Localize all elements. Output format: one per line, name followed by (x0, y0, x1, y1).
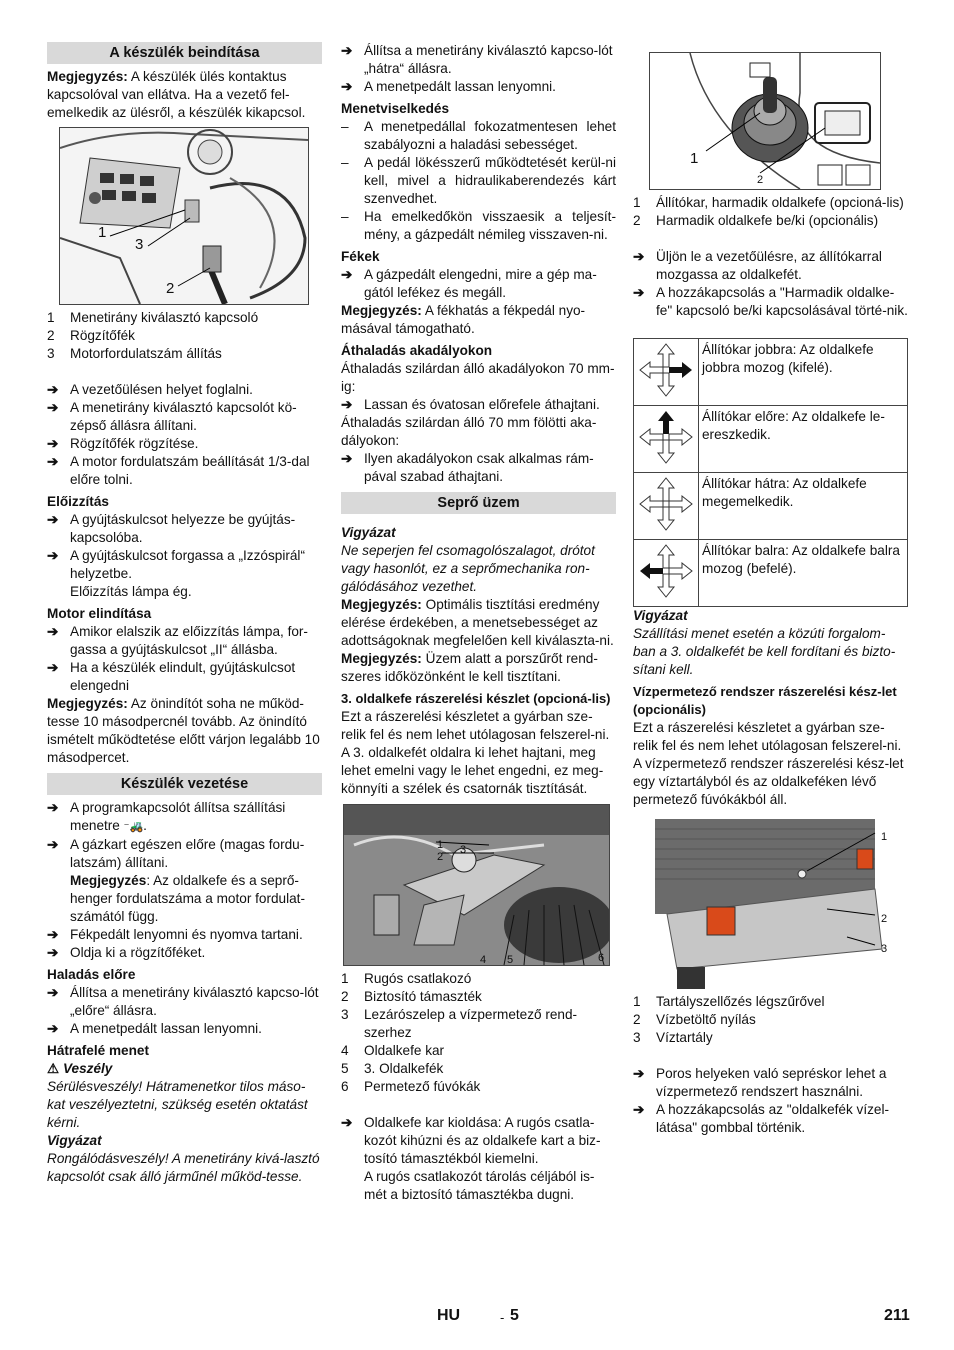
dashboard-figure (59, 127, 309, 305)
column-2 (341, 42, 616, 1204)
step: ➔ Lassan és óvatosan előrefele áthajtani. (341, 396, 616, 414)
water-tank-figure (647, 819, 887, 989)
fig-label-1: 1 (690, 150, 699, 167)
step: ➔ Rögzítőfék rögzítése. (47, 435, 322, 453)
footer-section-page: 5 (510, 1307, 519, 1324)
legend-item: 4 Oldalkefe kar (341, 1043, 445, 1058)
step: ➔ Fékpedált lenyomni és nyomva tartani. (47, 926, 322, 944)
warning-triangle-icon: ⚠ (47, 1061, 60, 1076)
step: ➔ A programkapcsolót állítsa szállítási menetre ⁻🚜. (47, 799, 322, 836)
table-row (634, 406, 908, 473)
legend-item: 3 Víztartály (633, 1030, 713, 1045)
dash-item: – A pedál lökésszerű működtetését kerül-ni kell, mivel a hidraulikaberendezés kárt szenvedhet. (341, 154, 616, 208)
step: ➔ A menetpedált lassan lenyomni. (341, 78, 616, 96)
note-text: A készülék ülés kontaktus kapcsolóval van ellátva. Ha a vezető fel-emelkedik az ülésről, a készülék kikapcsol. (47, 69, 306, 120)
section-heading-driving: Készülék vezetése (47, 773, 322, 795)
subheading-water: Vízpermetező rendszer rászerelési kész-let (opcionális) (633, 684, 897, 717)
legend-item: 2 Harmadik oldalkefe be/ki (opcionális) (633, 213, 879, 228)
fig-label-3: 3 (460, 844, 467, 856)
legend-item: 3 Motorfordulatszám állítás (47, 346, 222, 361)
joystick-direction-table (633, 338, 908, 607)
legend-item: 3 Lezárószelep a vízpermetező rend-szerhez (341, 1007, 578, 1040)
caution-label: Vigyázat (47, 1133, 102, 1148)
dash-item: – A menetpedállal fokozatmentesen lehet szabályozni a haladási sebességet. (341, 118, 616, 154)
legend-item: 1 Állítókar, harmadik oldalkefe (opcioná-lis) (633, 195, 904, 210)
water-paragraph: A vízpermetező rendszer rászerelési kész-let egy víztartályból és az oldalkeféken lévő permetező fúvókákból áll. (633, 756, 904, 807)
legend-item: 5 3. Oldalkefék (341, 1061, 444, 1076)
column-3 (633, 42, 908, 1137)
subheading-forward: Haladás előre (47, 967, 136, 982)
note-speed: Megjegyzés: Optimális tisztítási eredmény elérése érdekében, a menetsebességet az adottságoknak megfelelően kell kiválaszta-ni. (341, 597, 614, 648)
subheading-kit: 3. oldalkefe rászerelési készlet (opcioná-lis) (341, 691, 611, 706)
table-row (634, 339, 908, 406)
step: ➔ Oldalkefe kar kioldása: A rugós csatla-kozót kihúzni és az oldalkefe kart a biz-tosító támasztékból kiemelni. (341, 1114, 616, 1168)
joystick-figure (649, 52, 881, 190)
arrow-left-icon (634, 540, 699, 607)
side-brush-illustration (344, 805, 609, 965)
step: ➔ Üljön le a vezetőülésre, az állítókarral mozgassa az oldalkefét. (633, 248, 908, 284)
step: ➔ A gyújtáskulcsot forgassa a „Izzóspirál“ helyzetbe. (47, 547, 322, 583)
caution-text: Szállítási menet esetén a közúti forgalom-ban a 3. oldalkefét be kell fordítani és bizto-sítani kell. (633, 626, 896, 677)
dashboard-illustration (60, 128, 308, 304)
legend-item: 1 Rugós csatlakozó (341, 971, 472, 986)
footer-dash: - (500, 1310, 505, 1325)
note-filter: Megjegyzés: Üzem alatt a porszűrőt rend-szeres időközönként le kell tisztítani. (341, 651, 598, 684)
obstacle-text: Áthaladás szilárdan álló akadályokon 70 mm-ig: (341, 361, 615, 394)
fig-label-5: 5 (507, 954, 514, 966)
caution-text: Ne seperjen fel csomagolószalagot, drótot vagy hasonlót, ez a seprőmechanika ron-gálódásához vezethet. (341, 543, 595, 594)
legend-item: 1 Menetirány kiválasztó kapcsoló (47, 310, 259, 325)
kit-paragraph: A 3. oldalkefét oldalra ki lehet hajtani, meg lehet emelni vagy le lehet engedni, ez meg-könnyíti a szélek és csatornák tisztítását. (341, 745, 604, 796)
subheading-start: Motor elindítása (47, 606, 152, 621)
subheading-obstacles: Áthaladás akadályokon (341, 343, 493, 358)
footer-page-number: 211 (884, 1307, 910, 1324)
footer-language: HU (437, 1307, 461, 1324)
step: ➔ A hozzákapcsolás az "oldalkefék vízel-látása" gombbal történik. (633, 1101, 908, 1137)
transport-mode-icon: ⁻🚜 (123, 821, 144, 833)
step: ➔ A hozzákapcsolás a "Harmadik oldalke-fe" kapcsoló be/ki kapcsolásával törté-nik. (633, 284, 908, 320)
step: ➔ Ilyen akadályokon csak alkalmas rám-pával szabad áthajtani. (341, 450, 616, 486)
danger-text: Sérülésveszély! Hátramenetkor tilos máso-kat veszélyeztetni, szükség esetén oktatást kérni. (47, 1079, 308, 1130)
fig-label-2: 2 (437, 851, 444, 863)
fig-label-4: 4 (480, 954, 487, 966)
danger-label: ⚠ Veszély (47, 1061, 113, 1076)
water-paragraph: Ezt a rászerelési készletet a gyárban sze-relik fel és nem lehet utólagosan felszerel-ni. (633, 720, 902, 753)
caution-label: Vigyázat (341, 525, 396, 540)
water-tank-illustration (647, 819, 887, 989)
arrow-up-icon (634, 406, 699, 473)
arrow-down-icon (634, 473, 699, 540)
kit-paragraph: Ezt a rászerelési készletet a gyárban sze-relik fel és nem lehet utólagosan felszerel-ni. (341, 709, 610, 742)
legend-item: 2 Rögzítőfék (47, 328, 135, 343)
step: ➔ Állítsa a menetirány kiválasztó kapcso-lót „előre“ állásra. (47, 984, 322, 1020)
joystick-illustration (650, 53, 880, 189)
fig-label-2: 2 (757, 174, 764, 186)
legend-item: 6 Permetező fúvókák (341, 1079, 481, 1094)
table-cell: Állítókar hátra: Az oldalkefe megemelkedik. (699, 473, 908, 540)
side-brush-figure (343, 804, 610, 966)
step-indent: Előizzítás lámpa ég. (70, 584, 192, 599)
table-row (634, 473, 908, 540)
section-heading-sweep: Seprő üzem (341, 492, 616, 514)
step: ➔ A vezetőülésen helyet foglalni. (47, 381, 322, 399)
subheading-brakes: Fékek (341, 249, 380, 264)
note-label: Megjegyzés: (47, 69, 128, 84)
step: ➔ Állítsa a menetirány kiválasztó kapcso-lót „hátra“ állásra. (341, 42, 616, 78)
caution-text: Rongálódásveszély! A menetirány kivá-lasztó kapcsolót csak álló járműnél működ-tesse. (47, 1151, 320, 1184)
note-starter: Megjegyzés: Az önindítót soha ne működ-tesse 10 másodpercnél tovább. Az önindító ismételt működtetése előtt várjon legalább 10 másodpercet. (47, 696, 320, 765)
step: ➔ Poros helyeken való sepréskor lehet a vízpermetező rendszert használni. (633, 1065, 908, 1101)
step-indent: A rugós csatlakozót tárolás céljából is-mét a biztosító támasztékba dugni. (364, 1169, 595, 1202)
step-note: Megjegyzés: Az oldalkefe és a seprő-henger fordulatszáma a motor fordulat-számától függ. (70, 873, 305, 924)
arrow-right-icon (634, 339, 699, 406)
page-footer (0, 1307, 954, 1331)
step: ➔ A menetpedált lassan lenyomni. (47, 1020, 322, 1038)
fig-label-3: 3 (881, 943, 887, 955)
legend-item: 2 Vízbetöltő nyílás (633, 1012, 756, 1027)
fig-label-6: 6 (598, 952, 605, 964)
step: ➔ A gázkart egészen előre (magas fordu-latszám) állítani. (47, 836, 322, 872)
step: ➔ Ha a készülék elindult, gyújtáskulcsot elengedni (47, 659, 322, 695)
obstacle-text: Áthaladás szilárdan álló 70 mm fölötti aka-dályokon: (341, 415, 597, 448)
step: ➔ A gázpedált elengedni, mire a gép ma-gától lefékez és megáll. (341, 266, 616, 302)
legend-item: 2 Biztosító támaszték (341, 989, 482, 1004)
table-cell: Állítókar balra: Az oldalkefe balra mozog (befelé). (699, 540, 908, 607)
fig-label-1: 1 (98, 224, 107, 241)
step: ➔ A motor fordulatszám beállítását 1/3-dal előre tolni. (47, 453, 322, 489)
fig-label-1: 1 (437, 839, 444, 851)
note-seat-switch (47, 68, 322, 122)
table-row (634, 540, 908, 607)
fig-label-2: 2 (881, 913, 887, 925)
fig-label-3: 3 (135, 236, 144, 253)
table-cell: Állítókar jobbra: Az oldalkefe jobbra mozog (kifelé). (699, 339, 908, 406)
section-heading-start: A készülék beindítása (47, 42, 322, 64)
subheading-behaviour: Menetviselkedés (341, 101, 450, 116)
legend-item: 1 Tartályszellőzés légszűrővel (633, 994, 825, 1009)
subheading-preheat: Előizzítás (47, 494, 109, 509)
table-cell: Állítókar előre: Az oldalkefe le-ereszkedik. (699, 406, 908, 473)
column-1 (47, 42, 322, 1186)
step: ➔ A menetirány kiválasztó kapcsolót kö-zépső állásra állítani. (47, 399, 322, 435)
fig-label-2: 2 (166, 280, 175, 297)
step: ➔ Amikor elalszik az előizzítás lámpa, for-gassa a gyújtáskulcsot „II“ állásba. (47, 623, 322, 659)
dash-item: – Ha emelkedőkön visszaesik a teljesít-mény, a gázpedált némileg visszaven-ni. (341, 208, 616, 244)
step: ➔ Oldja ki a rögzítőféket. (47, 944, 322, 962)
note-brake: Megjegyzés: A fékhatás a fékpedál nyo-másával támogatható. (341, 303, 586, 336)
subheading-reverse: Hátrafelé menet (47, 1043, 149, 1058)
step: ➔ A gyújtáskulcsot helyezze be gyújtás-kapcsolóba. (47, 511, 322, 547)
caution-label: Vigyázat (633, 608, 688, 623)
fig-label-1: 1 (881, 831, 887, 843)
